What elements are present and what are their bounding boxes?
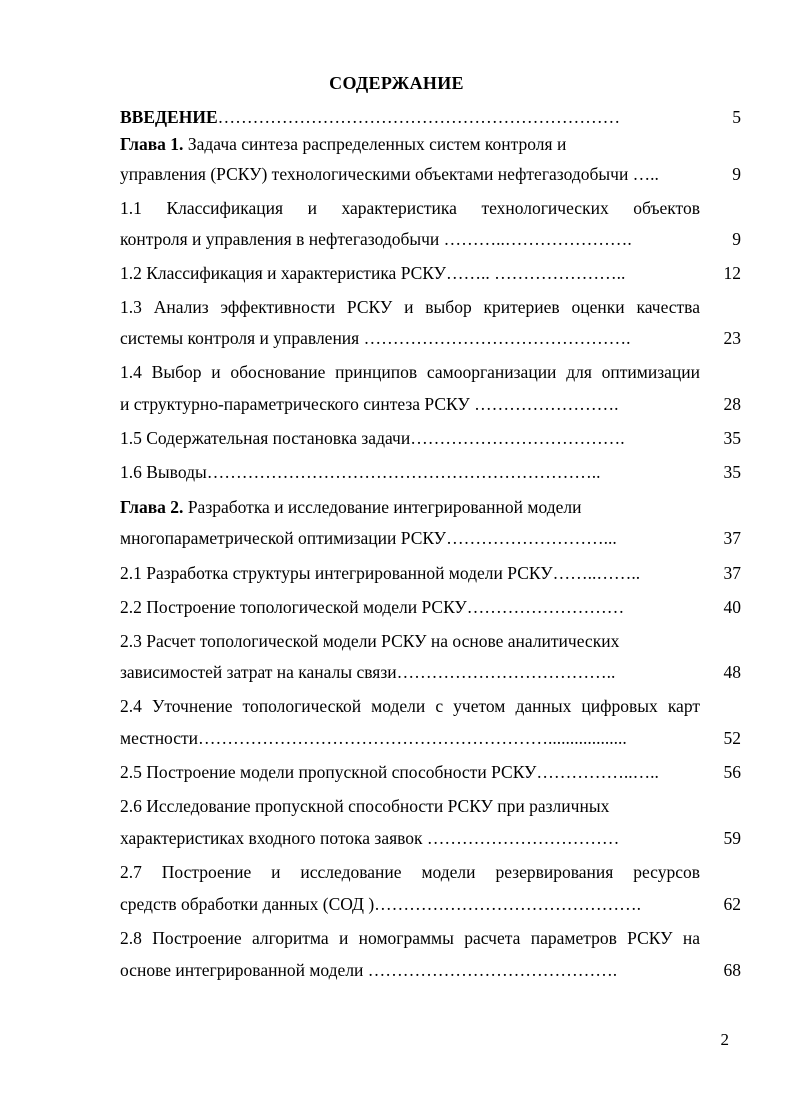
toc-entry-line: 1.4 Выбор и обоснование принципов самоорганизации для оптимизации: [120, 362, 700, 382]
toc-entry-line: основе интегрированной модели …………………………………….: [120, 960, 618, 980]
chapter-label: Глава 1.: [120, 134, 184, 154]
toc-entry-line: 2.4 Уточнение топологической модели с учетом данных цифровых карт: [120, 696, 700, 716]
toc-entry-line: 1.2 Классификация и характеристика РСКУ…….. …………………..: [120, 263, 626, 283]
toc-entry-line: характеристиках входного потока заявок ……………………………: [120, 828, 620, 848]
toc-entry-line: 2.2 Построение топологической модели РСКУ………………………: [120, 597, 625, 617]
toc-page-number: 59: [723, 828, 741, 848]
toc-entry-line: контроля и управления в нефтегазодобычи ………..………………….: [120, 229, 632, 249]
toc-entry-line: 2.3 Расчет топологической модели РСКУ на основе аналитических: [120, 631, 620, 651]
toc-page-number: 48: [723, 662, 741, 682]
chapter-title: Задача синтеза распределенных систем контроля и: [183, 134, 567, 154]
toc-page-number: 35: [723, 462, 741, 482]
toc-entry-line: системы контроля и управления ……………………………………….: [120, 328, 631, 348]
toc-page-number: 37: [723, 528, 741, 548]
toc-page-number: 9: [732, 164, 741, 184]
toc-page-number: 9: [732, 229, 741, 249]
toc-entry-line: 1.1 Классификация и характеристика технологических объектов: [120, 198, 700, 218]
toc-entry-line: 2.8 Построение алгоритма и номограммы расчета параметров РСКУ на: [120, 928, 700, 948]
toc-entry-line: 2.5 Построение модели пропускной способности РСКУ……………..…..: [120, 762, 659, 782]
toc-entry-line: 2.7 Построение и исследование модели резервирования ресурсов: [120, 862, 700, 882]
toc-entry-line: местности……………………………………………………..................: [120, 728, 627, 748]
toc-entry-line: зависимостей затрат на каналы связи………………………………..: [120, 662, 616, 682]
toc-page-number: 23: [723, 328, 741, 348]
toc-page-number: 68: [723, 960, 741, 980]
toc-page-number: 28: [723, 394, 741, 414]
toc-entry-title: ВВЕДЕНИЕ: [120, 107, 218, 127]
toc-page-number: 37: [723, 563, 741, 583]
toc-entry-line: и структурно-параметрического синтеза РСКУ …………………….: [120, 394, 619, 414]
chapter-label: Глава 2.: [120, 497, 184, 517]
toc-entry-line: 2.6 Исследование пропускной способности РСКУ при различных: [120, 796, 610, 816]
toc-entry-line: средств обработки данных (СОД )……………………………………….: [120, 894, 642, 914]
toc-entry-line: управления (РСКУ) технологическими объектами нефтегазодобычи …..: [120, 164, 659, 184]
toc-entry-line: 1.3 Анализ эффективности РСКУ и выбор критериев оценки качества: [120, 297, 700, 317]
toc-page-number: 56: [723, 762, 741, 782]
toc-leader: ……………………………………………………………: [217, 107, 621, 127]
page-number: 2: [720, 1030, 729, 1049]
toc-chapter-heading: [120, 132, 566, 156]
toc-page-number: 40: [723, 597, 741, 617]
toc-entry-line: 1.6 Выводы…………………………………………………………..: [120, 462, 601, 482]
toc-chapter-heading: [120, 495, 581, 519]
page-title: СОДЕРЖАНИЕ: [329, 73, 464, 93]
toc-entry-line: многопараметрической оптимизации РСКУ………………………...: [120, 528, 617, 548]
toc-page-number: 35: [723, 428, 741, 448]
toc-page-number: 52: [723, 728, 741, 748]
toc-entry-line: 1.5 Содержательная постановка задачи……………………………….: [120, 428, 625, 448]
toc-page-number: 5: [732, 107, 741, 127]
toc-entry-intro: [120, 105, 620, 129]
toc-entry-line: 2.1 Разработка структуры интегрированной модели РСКУ……..……..: [120, 563, 641, 583]
toc-page-number: 62: [723, 894, 741, 914]
chapter-title: Разработка и исследование интегрированной модели: [183, 497, 582, 517]
toc-page-number: 12: [723, 263, 741, 283]
